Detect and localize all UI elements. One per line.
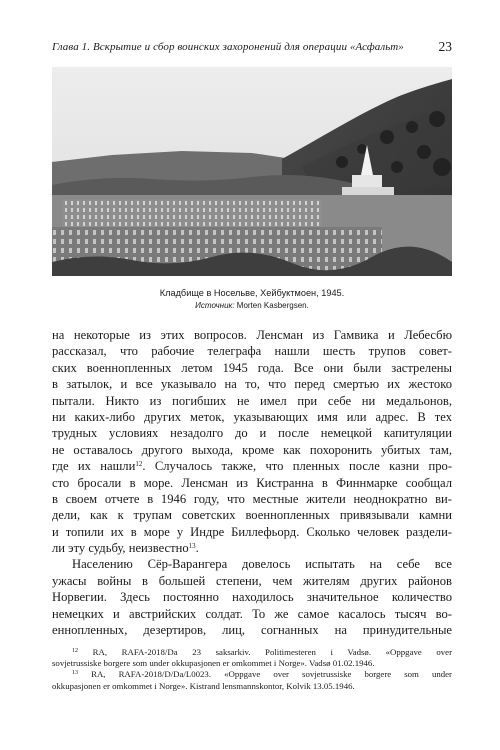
footnote-line: sovjetrussiske borgere som under okkupasjonen er omkommet i Norge». Vadsø 01.02.1946. (52, 658, 375, 669)
footnotes (52, 647, 452, 692)
footnote-number: 12 (72, 648, 78, 654)
footnote-text: RA, RAFA-2018/Da 23 saksarkiv. Politimesteren i Vadsø. «Oppgave over (92, 647, 452, 657)
body-line: пытали. Никто из погибших не имел при себе ни медальонов, (52, 393, 452, 408)
body-line-segment: Случалось также, что пленных после казни про- (154, 459, 452, 474)
body-line: Норвегии. Здесь постоянно находилось значительное количество (52, 590, 452, 605)
body-line: дели, как к трупам советских военнопленных привязывали камни (52, 508, 452, 523)
footnote-ref: 13 (188, 542, 196, 551)
body-line: немецких и австрийских солдат. То же самое касалось тысяч во- (52, 606, 452, 621)
body-line: на некоторые из этих вопросов. Ленсман из Гамвика и Лебесбю (52, 328, 452, 342)
footnote-line (52, 647, 452, 658)
body-line: еннопленных, дезертиров, лиц, согнанных на принудительные (52, 623, 452, 638)
cemetery-photo (52, 67, 452, 276)
page-number: 23 (438, 39, 452, 54)
body-line: сто бросали в море. Ленсман из Кистранна в Финнмарке сообщал (52, 475, 452, 490)
body-line: ни каких-либо других меток, указывающих имя или адрес. В тех (52, 409, 452, 424)
caption-source (52, 300, 452, 311)
body-line: где их нашли$^{12}$. Случалось также, что пленных после казни про- (52, 459, 452, 474)
body-line: в затылок, и все указывало на то, что перед смертью их жестоко (52, 377, 452, 392)
chapter-title: Глава 1. Вскрытие и сбор воинских захоронений для операции «Асфальт» (52, 41, 404, 53)
body-line: ских военнопленных летом 1945 года. Все они были застрелены (52, 360, 452, 375)
footnote-ref: 12 (135, 460, 143, 469)
body-text (52, 327, 452, 638)
body-line: рассказал, что рабочие телеграфа нашли шесть трупов совет- (52, 344, 452, 359)
body-line: не оставалось другого выхода, кроме как похоронить убитых там, (52, 442, 452, 457)
footnote-line: okkupasjonen er omkommet i Norge». Kistrand lensmannskontor, Kolvik 13.05.1946. (52, 680, 355, 691)
footnote-text: RA, RAFA-2018/D/Da/L0023. «Oppgave over sovjetrussiske borgere som under (91, 669, 452, 680)
body-line: трудных условиях незадолго до и после немецкой капитуляции (52, 426, 452, 441)
body-line: Населению Сёр-Варангера довелось испытать на себе все (72, 557, 452, 572)
figure-caption (52, 287, 452, 311)
body-line: ли эту судьбу, неизвестно$^{13}$. (52, 541, 199, 556)
footnote-line (52, 669, 452, 680)
running-header (52, 39, 452, 59)
body-line-segment: ли эту судьбу, неизвестно (52, 541, 189, 556)
source-value: Morten Kasbergsen. (236, 301, 309, 310)
footnote-number: 13 (72, 670, 78, 677)
body-line: ужасы войны в большей степени, чем жителям других районов (52, 573, 452, 588)
body-line: и топили их в море у Индре Биллефьорд. Сколько человек раздели- (52, 524, 452, 539)
body-line: в своем отчете в 1946 году, что местные жители неоднократно ви- (52, 491, 452, 506)
body-line-segment: где их нашли (52, 459, 136, 474)
source-label: Источник: (195, 301, 235, 310)
caption-title: Кладбище в Носельве, Хейбуктмоен, 1945. (159, 288, 345, 298)
